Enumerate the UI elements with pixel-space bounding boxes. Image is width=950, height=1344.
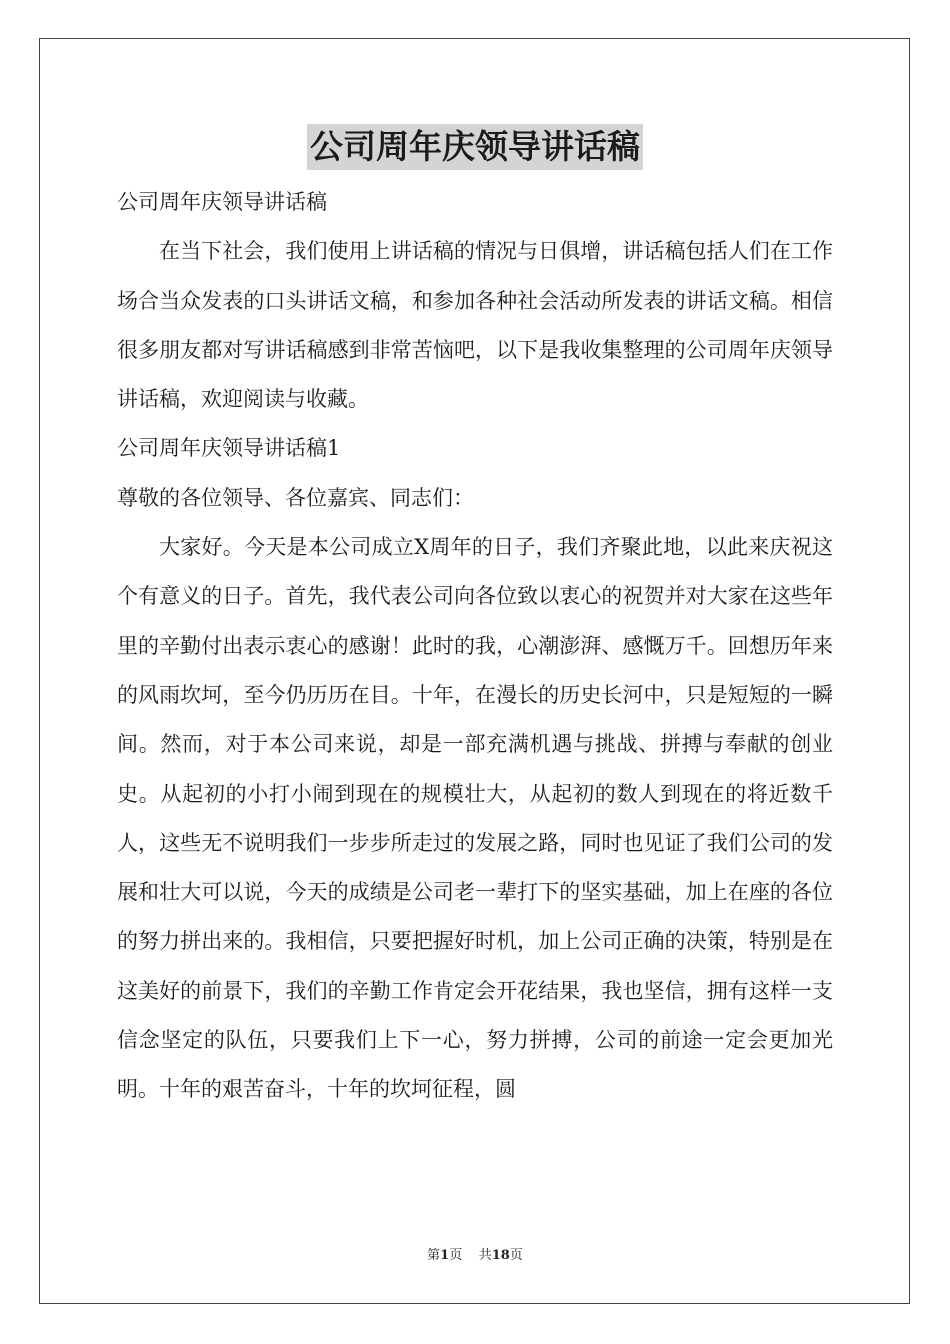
paragraph-section-heading: 公司周年庆领导讲话稿1 xyxy=(117,436,341,461)
footer-page-number: 1 xyxy=(440,1248,450,1263)
document-body xyxy=(117,178,833,1115)
footer-total-suffix: 页 xyxy=(509,1248,523,1263)
title-container xyxy=(0,124,950,170)
footer-total-pages: 18 xyxy=(491,1248,510,1263)
paragraph-subtitle: 公司周年庆领导讲话稿 xyxy=(117,190,327,214)
footer-page-suffix: 页 xyxy=(449,1248,463,1263)
footer-page-prefix: 第 xyxy=(427,1248,441,1263)
paragraph-salutation: 尊敬的各位领导、各位嘉宾、同志们： xyxy=(117,485,474,510)
document-title: 公司周年庆领导讲话稿 xyxy=(307,124,643,170)
paragraph-intro: 在当下社会，我们使用上讲话稿的情况与日俱增，讲话稿包括人们在工作场合当众发表的口头讲话文稿，和参加各种社会活动所发表的讲话文稿。相信很多朋友都对写讲话稿感到非常苦恼吧，以下是我收集整理的公司周年庆领导讲话稿，欢迎阅读与收藏。 xyxy=(117,239,833,412)
paragraph-speech-body: 大家好。今天是本公司成立X周年的日子，我们齐聚此地，以此来庆祝这个有意义的日子。首先，我代表公司向各位致以衷心的祝贺并对大家在这些年里的辛勤付出表示衷心的感谢！此时的我，心潮澎湃、感慨万千。回想历年来的风雨坎坷，至今仍历历在目。十年，在漫长的历史长河中，只是短短的一瞬间。然而，对于本公司来说，却是一部充满机遇与挑战、拼搏与奉献的创业史。从起初的小打小闹到现在的规模壮大，从起初的数人到现在的将近数千人，这些无不说明我们一步步所走过的发展之路，同时也见证了我们公司的发展和壮大可以说，今天的成绩是公司老一辈打下的坚实基础，加上在座的各位的努力拼出来的。我相信，只要把握好时机，加上公司正确的决策，特别是在这美好的前景下，我们的辛勤工作肯定会开花结果，我也坚信，拥有这样一支信念坚定的队伍，只要我们上下一心，努力拼搏，公司的前途一定会更加光明。十年的艰苦奋斗，十年的坎坷征程，圆 xyxy=(117,535,833,1102)
page-footer xyxy=(0,1246,950,1266)
footer-total-prefix: 共 xyxy=(478,1248,492,1263)
